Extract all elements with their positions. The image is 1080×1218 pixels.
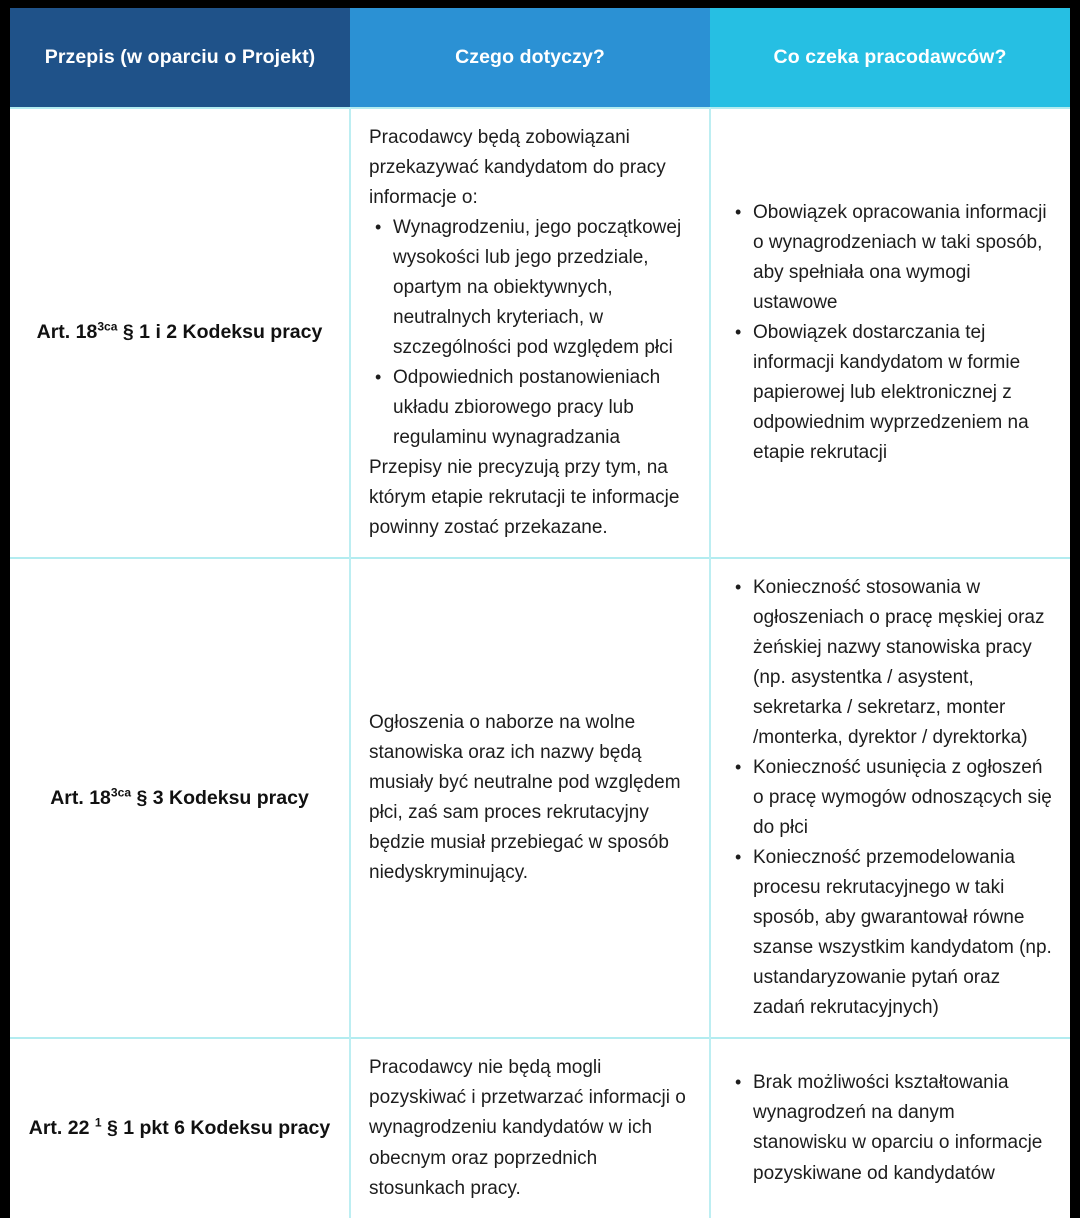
rule-reference-cell — [10, 1038, 350, 1217]
list-item: • Obowiązek dostarczania tej informacji kandydatom w formie papierowej lub elektronicznej z odpowiednim wyprzedzeniem na etapie rekrutacji — [751, 318, 1052, 468]
list-item: • Konieczność przemodelowania procesu rekrutacyjnego w taki sposób, aby gwarantował równe szanse wszystkim kandydatom (np. ustandaryzowanie pytań oraz zadań rekrutacyjnych) — [751, 843, 1052, 1023]
scope-cell — [350, 558, 710, 1038]
table-header — [10, 8, 1070, 108]
list-item: • Obowiązek opracowania informacji o wynagrodzeniach w taki sposób, aby spełniała ona wymogi ustawowe — [751, 198, 1052, 318]
rule-suffix: § 1 pkt 6 Kodeksu pracy — [101, 1116, 331, 1139]
effects-cell — [710, 108, 1070, 558]
table-row — [10, 108, 1070, 558]
column-header-co-czeka-pracodawcow: Co czeka pracodawców? — [710, 8, 1070, 108]
table-row — [10, 558, 1070, 1038]
rule-superscript: 3ca — [110, 785, 132, 800]
rule-superscript: 1 — [94, 1115, 102, 1130]
rule-reference-text — [20, 785, 339, 812]
rule-reference-cell — [10, 558, 350, 1038]
rule-reference-text — [20, 319, 339, 346]
list-item: • Konieczność usunięcia z ogłoszeń o pracę wymogów odnoszących się do płci — [751, 753, 1052, 843]
rule-prefix: Art. 18 — [36, 321, 98, 344]
scope-intro: Pracodawcy będą zobowiązani przekazywać kandydatom do pracy informacje o: — [369, 127, 666, 209]
effects-cell — [710, 558, 1070, 1038]
effects-cell — [710, 1038, 1070, 1217]
list-item: • Brak możliwości kształtowania wynagrodzeń na danym stanowisku w oparciu o informacje pozyskiwane od kandydatów — [751, 1068, 1052, 1188]
table-header-row — [10, 8, 1070, 108]
scope-intro: Ogłoszenia o naborze na wolne stanowiska oraz ich nazwy będą musiały być neutralne pod względem płci, zaś sam proces rekrutacyjny będzie musiał przebiegać w sposób niedyskryminujący. — [369, 712, 681, 884]
table-row — [10, 1038, 1070, 1217]
scope-bullet-list — [369, 213, 691, 453]
column-header-czego-dotyczy: Czego dotyczy? — [350, 8, 710, 108]
list-item: • Odpowiednich postanowieniach układu zbiorowego pracy lub regulaminu wynagradzania — [391, 363, 691, 453]
scope-intro: Pracodawcy nie będą mogli pozyskiwać i przetwarzać informacji o wynagrodzeniu kandydatów w ich obecnym oraz poprzednich stosunkach pracy. — [369, 1057, 686, 1199]
effects-bullet-list — [729, 198, 1052, 468]
effects-bullet-list — [729, 573, 1052, 1023]
rule-suffix: § 3 Kodeksu pracy — [131, 786, 309, 809]
table-body — [10, 108, 1070, 1218]
scope-cell — [350, 1038, 710, 1217]
rule-prefix: Art. 22 — [28, 1116, 95, 1139]
scope-outro: Przepisy nie precyzują przy tym, na którym etapie rekrutacji te informacje powinny zostać przekazane. — [369, 457, 680, 539]
comparison-table — [10, 8, 1070, 1218]
rule-superscript: 3ca — [97, 319, 118, 334]
rule-reference-cell — [10, 108, 350, 558]
rule-prefix: Art. 18 — [50, 786, 111, 809]
rule-reference-text — [20, 1115, 339, 1142]
effects-bullet-list — [729, 1068, 1052, 1188]
list-item: • Wynagrodzeniu, jego początkowej wysokości lub jego przedziale, opartym na obiektywnych, neutralnych kryteriach, w szczególności pod względem płci — [391, 213, 691, 363]
list-item: • Konieczność stosowania w ogłoszeniach o pracę męskiej oraz żeńskiej nazwy stanowiska pracy (np. asystentka / asystent, sekretarka / sekretarz, monter /monterka, dyrektor / dyrektorka) — [751, 573, 1052, 753]
comparison-table-container — [10, 8, 1070, 1199]
rule-suffix: § 1 i 2 Kodeksu pracy — [117, 321, 323, 344]
scope-cell — [350, 108, 710, 558]
column-header-przepis: Przepis (w oparciu o Projekt) — [10, 8, 350, 108]
